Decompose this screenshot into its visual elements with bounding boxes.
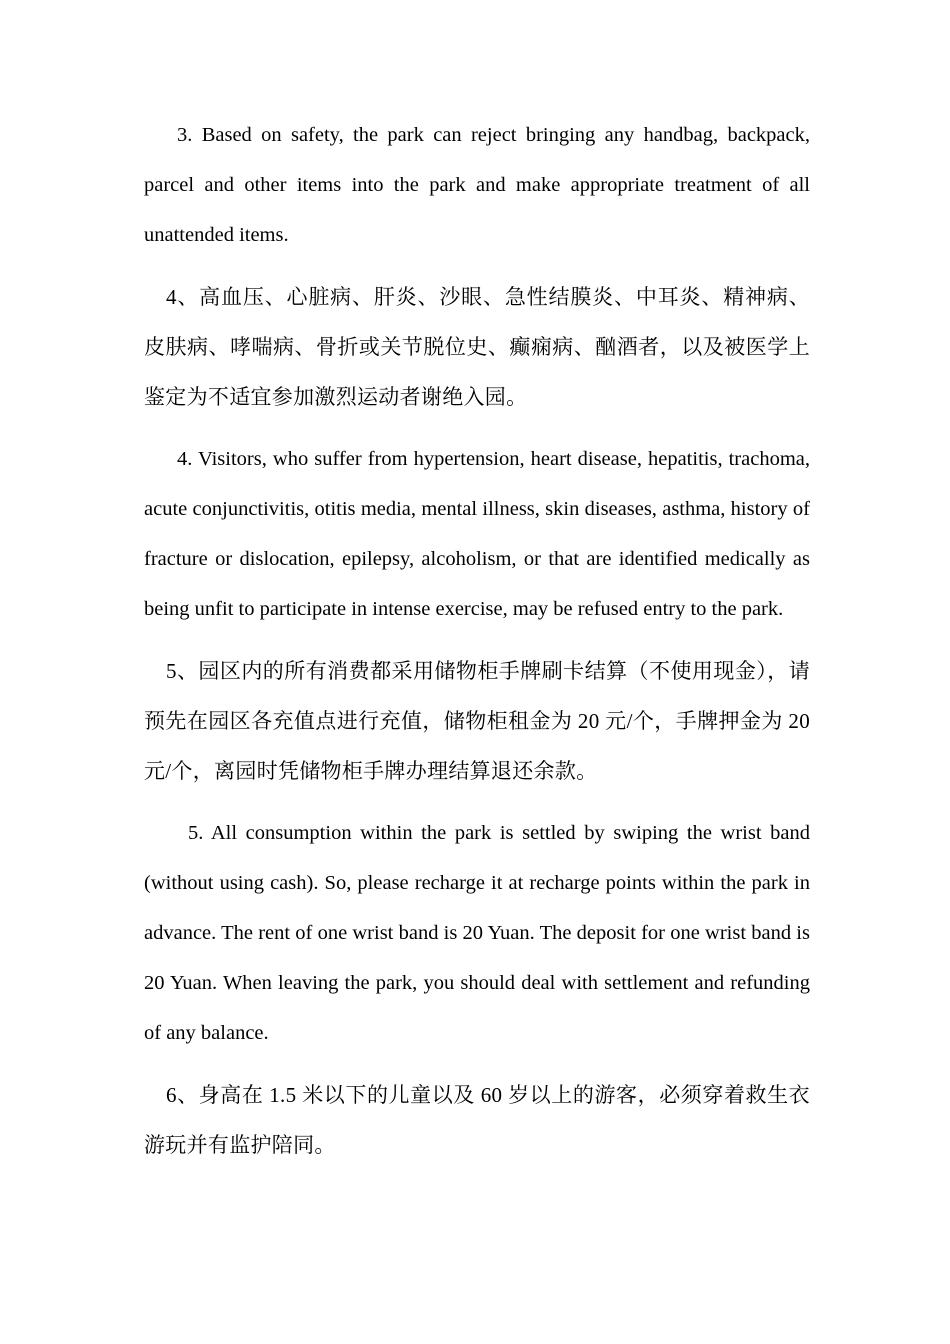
- paragraph-rule-5-english: 5. All consumption within the park is settled by swiping the wrist band (without using cash). So, please recharge it at recharge points within the park in advance. The rent of one wrist band is 20 Yuan. The deposit for one wrist band is 20 Yuan. When leaving the park, you should deal with settlement and refunding of any balance.: [144, 822, 810, 1044]
- document-page: [144, 110, 810, 1182]
- paragraph-rule-4-chinese: 4、高血压、心脏病、肝炎、沙眼、急性结膜炎、中耳炎、精神病、皮肤病、哮喘病、骨折或关节脱位史、癫痫病、酗酒者，以及被医学上鉴定为不适宜参加激烈运动者谢绝入园。: [144, 285, 810, 409]
- paragraph-rule-6-chinese: 6、身高在 1.5 米以下的儿童以及 60 岁以上的游客，必须穿着救生衣游玩并有监护陪同。: [144, 1083, 810, 1157]
- paragraph-rule-3-english: 3. Based on safety, the park can reject bringing any handbag, backpack, parcel and other items into the park and make appropriate treatment of all unattended items.: [144, 124, 810, 246]
- paragraph-rule-5-chinese: 5、园区内的所有消费都采用储物柜手牌刷卡结算（不使用现金），请预先在园区各充值点进行充值，储物柜租金为 20 元/个，手牌押金为 20 元/个，离园时凭储物柜手牌办理结算退还余款。: [144, 659, 810, 783]
- paragraph-rule-4-english: 4. Visitors, who suffer from hypertension, heart disease, hepatitis, trachoma, acute conjunctivitis, otitis media, mental illness, skin diseases, asthma, history of fracture or dislocation, epilepsy, alcoholism, or that are identified medically as being unfit to participate in intense exercise, may be refused entry to the park.: [144, 448, 810, 620]
